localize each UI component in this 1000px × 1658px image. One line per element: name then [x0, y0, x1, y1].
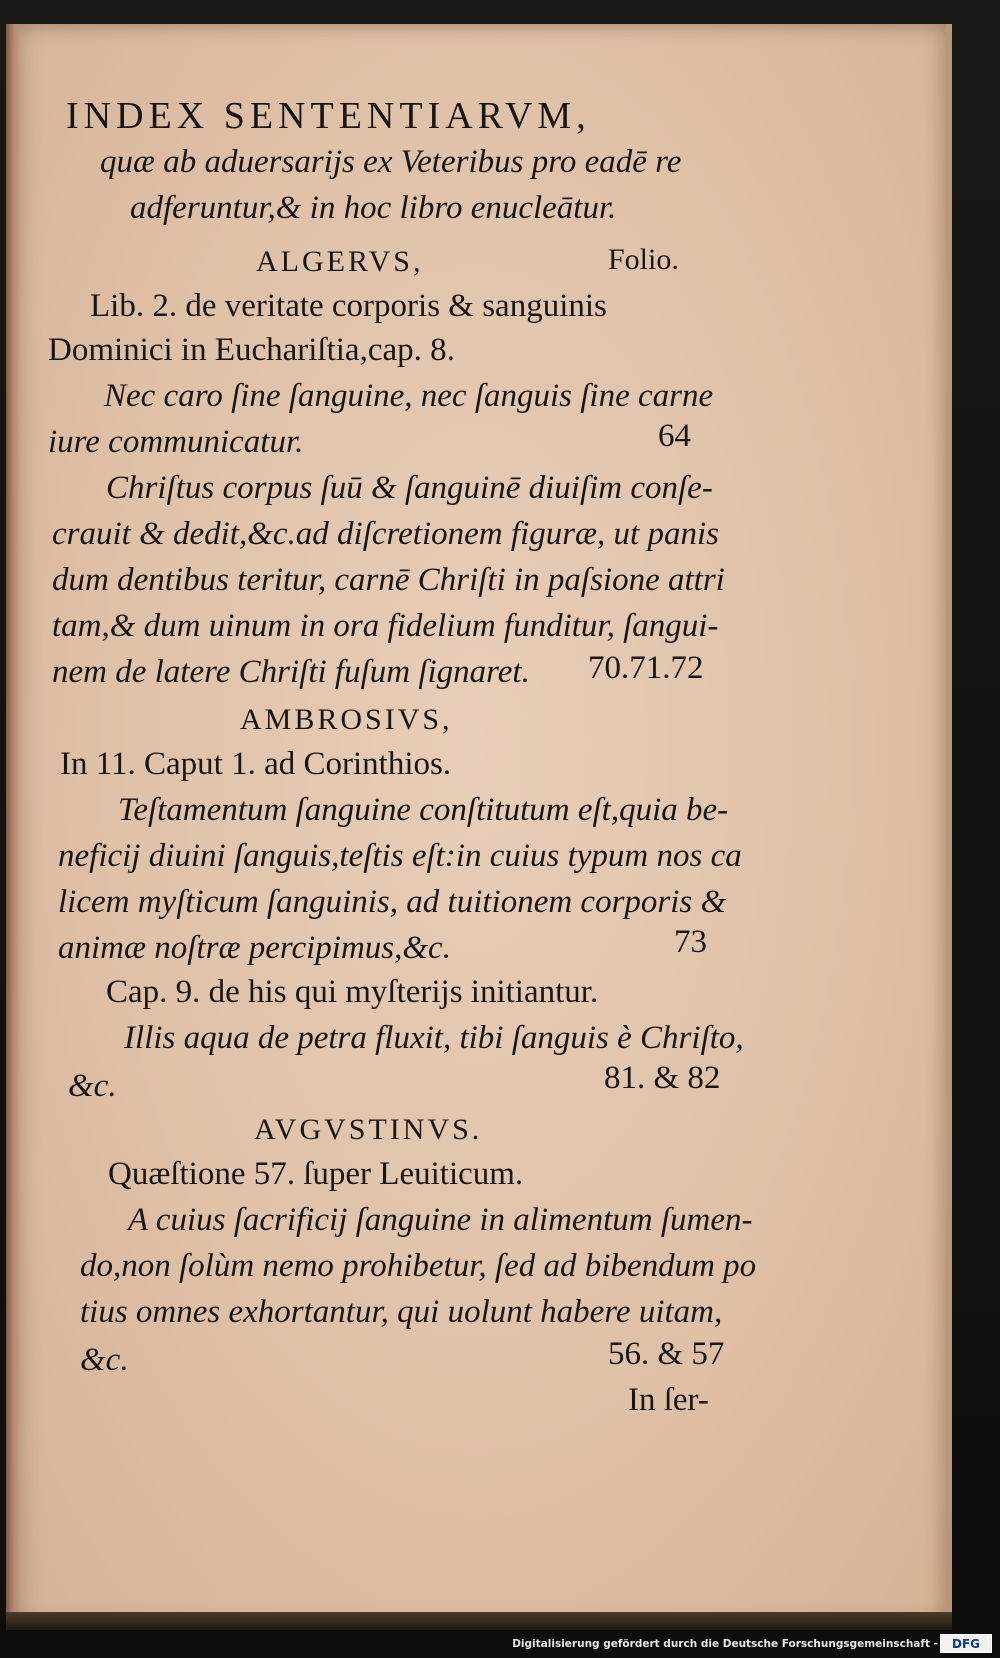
entry-line: &c. [68, 1068, 117, 1104]
entry-line: A cuius ſacrificij ſanguine in alimentum ſumen- [128, 1202, 753, 1238]
section-heading-ambrosivs: AMBROSIVS, [240, 703, 453, 736]
folio-reference: 56. & 57 [608, 1336, 725, 1372]
entry-line: animæ noſtræ percipimus,&c. [58, 930, 451, 966]
entry-line: licem myſticum ſanguinis, ad tuitionem corporis & [58, 884, 727, 920]
section-heading-avgvstinvs: AVGVSTINVS. [254, 1113, 483, 1146]
subtitle-line-2: adferuntur,& in hoc libro enucleātur. [130, 190, 617, 226]
entry-line: &c. [80, 1342, 129, 1378]
entry-line: tam,& dum uinum in ora fidelium funditur, ſangui- [52, 608, 719, 644]
entry-line: crauit & dedit,&c.ad diſcretionem figuræ, ut panis [52, 516, 719, 552]
entry-line: Cap. 9. de his qui myſterijs initiantur. [106, 974, 599, 1010]
folio-reference: 73 [674, 924, 707, 960]
section-heading-algervs: ALGERVS, [256, 245, 424, 278]
catchword: In ſer- [628, 1382, 709, 1418]
entry-line: dum dentibus teritur, carnē Chriſti in paſsione attri [52, 562, 725, 598]
entry-line: Nec caro ſine ſanguine, nec ſanguis ſine carne [104, 378, 714, 414]
page-gutter-shadow [6, 24, 20, 1624]
entry-line: Chriſtus corpus ſuū & ſanguinē diuiſim conſe- [106, 470, 713, 506]
entry-line: Lib. 2. de veritate corporis & sanguinis [90, 288, 607, 324]
dfg-logo: DFG [940, 1634, 992, 1653]
entry-line: neficij diuini ſanguis,teſtis eſt:in cuius typum nos ca [58, 838, 742, 874]
subtitle-line-1: quæ ab aduersarijs ex Veteribus pro eadē re [100, 144, 682, 180]
folio-reference: 64 [658, 418, 691, 454]
entry-line: tius omnes exhortantur, qui uolunt habere uitam, [80, 1294, 723, 1330]
entry-line: Illis aqua de petra fluxit, tibi ſanguis è Chriſto, [124, 1020, 744, 1056]
digitization-credit: Digitalisierung gefördert durch die Deutsche Forschungsgemeinschaft - [512, 1638, 938, 1650]
entry-line: Teſtamentum ſanguine conſtitutum eſt,quia be- [118, 792, 729, 828]
index-title: INDEX SENTENTIARVM, [66, 95, 591, 137]
entry-line: do,non ſolùm nemo prohibetur, ſed ad bibendum po [80, 1248, 757, 1284]
entry-line: Dominici in Euchariſtia,cap. 8. [48, 332, 455, 368]
entry-line: In 11. Caput 1. ad Corinthios. [60, 746, 452, 782]
entry-line: Quæſtione 57. ſuper Leuiticum. [108, 1156, 524, 1192]
folio-reference: 81. & 82 [604, 1060, 721, 1096]
entry-line: iure communicatur. [48, 424, 304, 460]
folio-label: Folio. [608, 243, 679, 276]
folio-reference: 70.71.72 [588, 650, 704, 686]
entry-line: nem de latere Chriſti fuſum ſignaret. [52, 654, 530, 690]
page-bottom-edge [6, 1612, 952, 1630]
